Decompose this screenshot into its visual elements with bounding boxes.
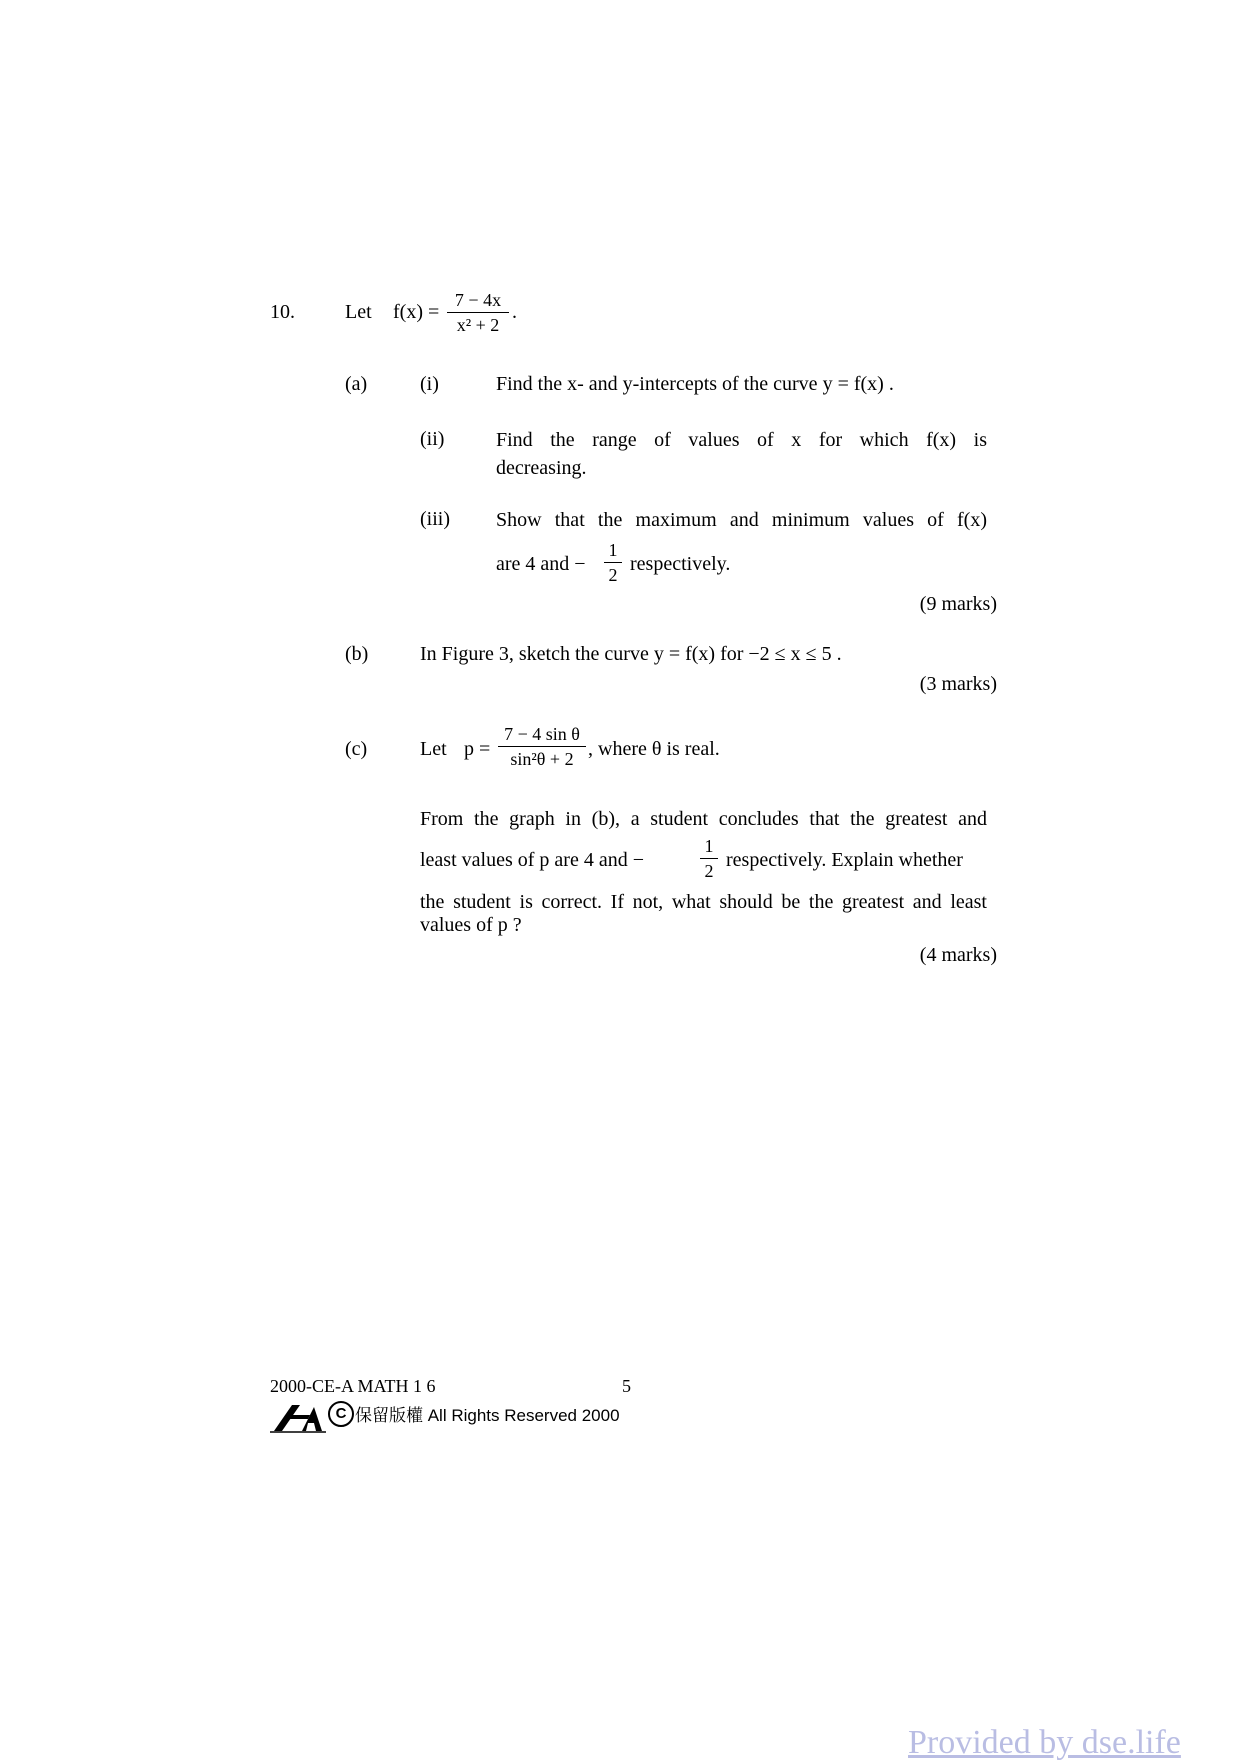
p-denominator: sin²θ + 2 <box>510 749 574 769</box>
part-c-marks: (4 marks) <box>919 944 997 966</box>
copyright-icon: C <box>328 1401 354 1427</box>
p-fraction <box>498 722 586 771</box>
fraction-numerator: 1 <box>608 540 618 560</box>
part-c-para-line2-pre: least values of p are 4 and − <box>420 849 644 871</box>
part-c-para-line4: values of p ? <box>420 914 522 936</box>
part-c-let: Let <box>420 738 447 760</box>
part-a-iii-line1: Show that the maximum and minimum values of f(x) <box>496 509 987 531</box>
watermark-link[interactable]: Provided by dse.life <box>908 1724 1181 1761</box>
hkea-logo-icon <box>270 1403 326 1433</box>
function-period: . <box>512 301 517 323</box>
part-a-label: (a) <box>345 373 368 395</box>
part-b-label: (b) <box>345 643 369 665</box>
function-denominator: x² + 2 <box>456 315 500 335</box>
part-a-iii-line2-pre: are 4 and − <box>496 553 586 575</box>
part-a-ii-line1: Find the range of values of x for which f(x) is <box>496 429 987 451</box>
fraction-numerator: 1 <box>704 836 714 856</box>
part-c-label: (c) <box>345 738 368 760</box>
part-c-fraction <box>700 834 718 883</box>
question-number: 10. <box>270 301 295 323</box>
p-numerator: 7 − 4 sin θ <box>504 724 580 744</box>
fraction-denominator: 2 <box>608 565 618 585</box>
fraction-denominator: 2 <box>704 861 714 881</box>
part-a-iii-label: (iii) <box>420 508 450 530</box>
function-numerator: 7 − 4x <box>454 290 502 310</box>
part-a-ii-label: (ii) <box>420 428 445 450</box>
question-let: Let <box>345 301 372 323</box>
part-a-iii-fraction <box>604 538 622 587</box>
part-a-i-label: (i) <box>420 373 439 395</box>
footer-code: 2000-CE-A MATH 1 6 <box>270 1376 436 1396</box>
part-b-text: In Figure 3, sketch the curve y = f(x) for −2 ≤ x ≤ 5 . <box>420 643 842 665</box>
part-a-ii-line2: decreasing. <box>496 457 587 479</box>
footer-page-number: 5 <box>622 1376 631 1396</box>
part-c-para-line1: From the graph in (b), a student concludes that the greatest and <box>420 808 987 830</box>
part-b-marks: (3 marks) <box>919 673 997 695</box>
part-a-iii-line2-post: respectively. <box>630 553 731 575</box>
part-a-i-text: Find the x- and y-intercepts of the curve y = f(x) . <box>496 373 894 395</box>
p-post: , where θ is real. <box>588 738 720 760</box>
part-c-para-line3: the student is correct. If not, what should be the greatest and least <box>420 891 987 913</box>
part-c-para-line2-post: respectively. Explain whether <box>726 849 963 871</box>
footer-rights: 保留版權 All Rights Reserved 2000 <box>355 1406 620 1425</box>
function-lhs: f(x) = <box>393 301 440 323</box>
p-lhs: p = <box>464 738 491 760</box>
part-a-marks: (9 marks) <box>919 593 997 615</box>
function-fraction <box>447 288 509 337</box>
